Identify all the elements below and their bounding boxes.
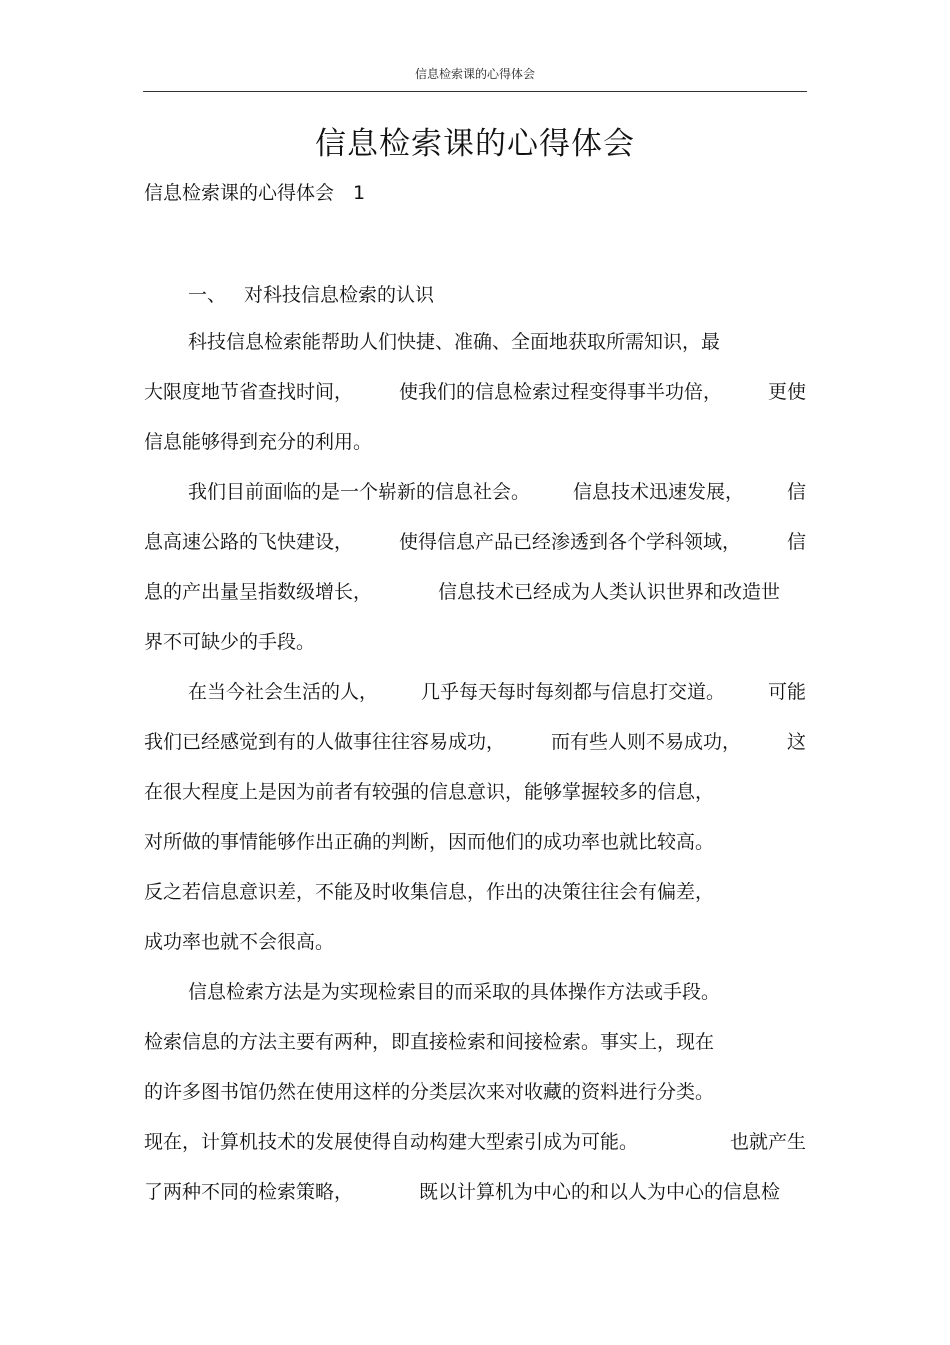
text-segment: 更使 bbox=[767, 381, 806, 403]
text-segment: 使得信息产品已经渗透到各个学科领域， bbox=[398, 531, 741, 553]
section-heading-text: 对科技信息检索的认识 bbox=[244, 284, 435, 306]
paragraph-line bbox=[144, 379, 806, 405]
document-subtitle: 信息检索课的心得体会 1 bbox=[144, 182, 366, 204]
paragraph-line bbox=[144, 1179, 780, 1205]
paragraph-line bbox=[144, 879, 714, 905]
section-heading-number: 一、 bbox=[188, 284, 227, 306]
text-segment: 界不可缺少的手段。 bbox=[144, 631, 316, 653]
paragraph-line bbox=[144, 729, 806, 755]
text-segment: 现在，计算机技术的发展使得自动构建大型索引成为可能。 bbox=[144, 1131, 639, 1153]
text-segment: 使我们的信息检索过程变得事半功倍， bbox=[398, 381, 722, 403]
header-divider bbox=[143, 91, 807, 92]
text-segment: 几乎每天每时每刻都与信息打交道。 bbox=[420, 681, 725, 703]
text-segment: 大限度地节省查找时间， bbox=[144, 381, 354, 403]
paragraph-line bbox=[144, 1129, 806, 1155]
text-segment: 成功率也就不会很高。 bbox=[144, 931, 335, 953]
text-segment: 在当今社会生活的人， bbox=[188, 681, 379, 703]
text-segment: 信 bbox=[786, 481, 806, 503]
text-segment: 了两种不同的检索策略， bbox=[144, 1181, 354, 1203]
text-segment: 息高速公路的飞快建设， bbox=[144, 531, 354, 553]
paragraph-line bbox=[144, 1029, 714, 1055]
text-segment: 我们目前面临的是一个崭新的信息社会。 bbox=[188, 481, 531, 503]
text-segment: 信 bbox=[786, 531, 806, 553]
text-segment: 而有些人则不易成功， bbox=[550, 731, 741, 753]
running-header: 信息检索课的心得体会 bbox=[414, 67, 535, 81]
text-segment: 的许多图书馆仍然在使用这样的分类层次来对收藏的资料进行分类。 bbox=[144, 1081, 715, 1103]
text-segment: 科技信息检索能帮助人们快捷、准确、全面地获取所需知识，最 bbox=[188, 331, 721, 353]
text-segment: 信息技术迅速发展， bbox=[572, 481, 744, 503]
text-segment: 我们已经感觉到有的人做事往往容易成功， bbox=[144, 731, 506, 753]
text-segment: 这 bbox=[786, 731, 806, 753]
text-segment: 也就产生 bbox=[729, 1131, 806, 1153]
text-segment: 反之若信息意识差，不能及时收集信息，作出的决策往往会有偏差， bbox=[144, 881, 715, 903]
text-segment: 在很大程度上是因为前者有较强的信息意识，能够掌握较多的信息， bbox=[144, 781, 715, 803]
paragraph-line bbox=[144, 529, 806, 555]
text-segment: 检索信息的方法主要有两种，即直接检索和间接检索。事实上，现在 bbox=[144, 1031, 715, 1053]
paragraph-line bbox=[144, 1079, 714, 1105]
document-title: 信息检索课的心得体会 bbox=[315, 126, 635, 162]
paragraph-line bbox=[188, 329, 720, 355]
text-segment: 信息技术已经成为人类认识世界和改造世 bbox=[437, 581, 780, 603]
paragraph-line bbox=[144, 829, 714, 855]
paragraph-line bbox=[188, 679, 806, 705]
paragraph-line bbox=[188, 479, 806, 505]
paragraph-line bbox=[144, 579, 780, 605]
paragraph-line bbox=[188, 979, 720, 1005]
paragraph-line bbox=[144, 429, 372, 455]
text-segment: 信息能够得到充分的利用。 bbox=[144, 431, 373, 453]
text-segment: 对所做的事情能够作出正确的判断，因而他们的成功率也就比较高。 bbox=[144, 831, 715, 853]
paragraph-line bbox=[144, 929, 334, 955]
text-segment: 息的产出量呈指数级增长， bbox=[144, 581, 373, 603]
text-segment: 信息检索方法是为实现检索目的而采取的具体操作方法或手段。 bbox=[188, 981, 721, 1003]
text-segment: 可能 bbox=[767, 681, 806, 703]
paragraph-line bbox=[144, 779, 714, 805]
text-segment: 既以计算机为中心的和以人为中心的信息检 bbox=[418, 1181, 780, 1203]
paragraph-line bbox=[144, 629, 315, 655]
